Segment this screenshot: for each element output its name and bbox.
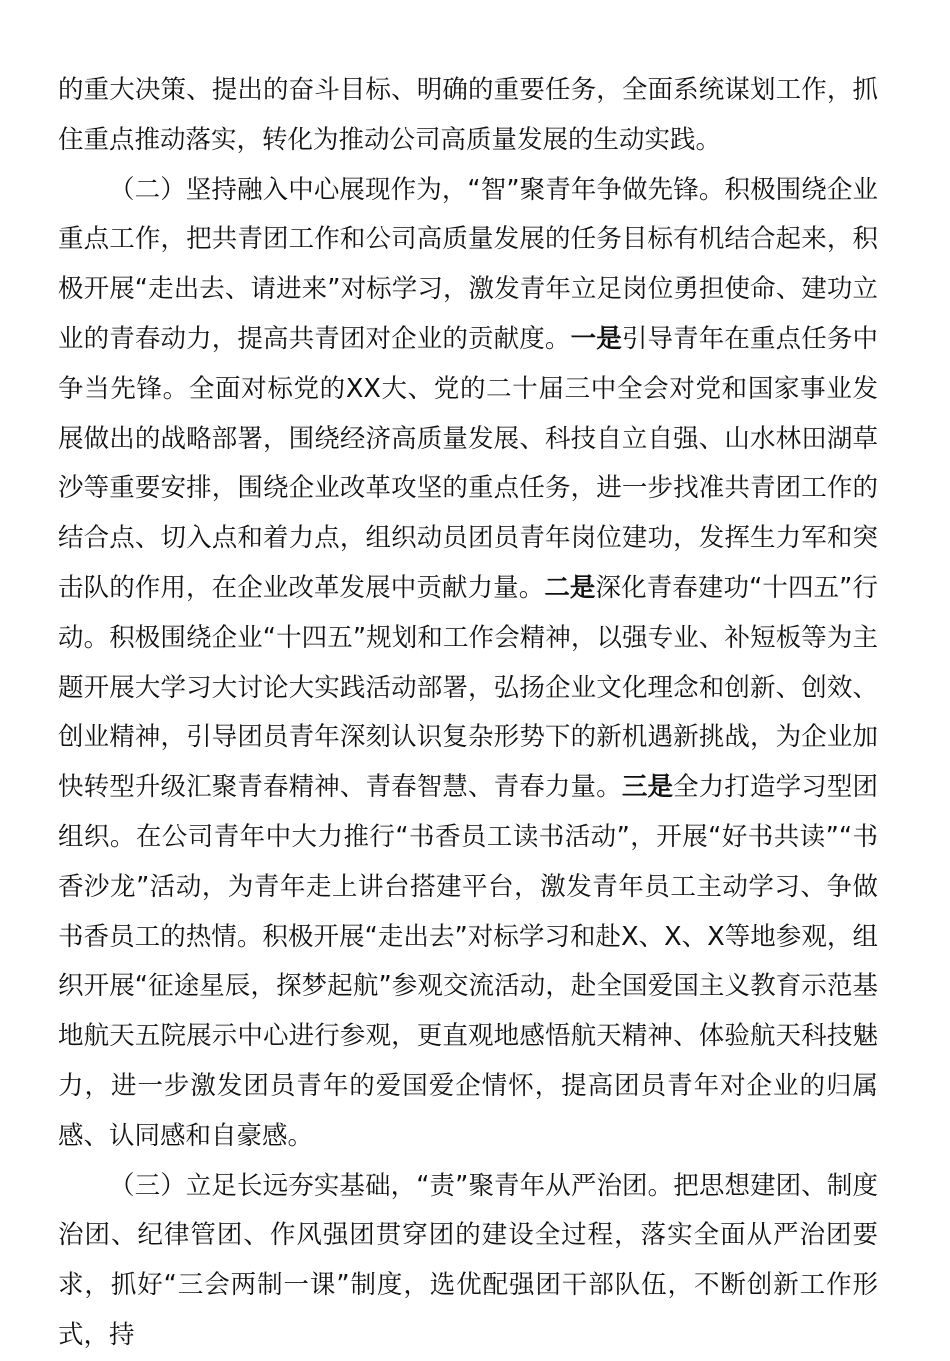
section-two-intro: 积极围绕企业重点工作，把共青团工作和公司高质量发展的任务目标有机结合起来，积极开展“走出去、请进来”对标学习，激发青年立足岗位勇担使命、建功立业的青春动力，提高共青团对企业的贡献度。 xyxy=(58,174,878,354)
paragraph-text: 的重大决策、提出的奋斗目标、明确的重要任务，全面系统谋划工作，抓住重点推动落实，转化为推动公司高质量发展的生动实践。 xyxy=(58,75,878,155)
section-two-heading: （二）坚持融入中心展现作为，“智”聚青年争做先锋。 xyxy=(109,174,725,205)
point-two-label: 二是 xyxy=(544,572,596,603)
point-three-label: 三是 xyxy=(621,772,674,803)
paragraph-section-three xyxy=(58,1162,878,1361)
section-three-heading: （三）立足长远夯实基础，“责”聚青年从严治团。 xyxy=(109,1170,674,1201)
point-one-label: 一是 xyxy=(570,323,622,354)
paragraph-continuation xyxy=(58,66,878,166)
paragraph-section-two xyxy=(58,166,878,1162)
point-one-text: 引导青年在重点任务中争当先锋。全面对标党的XX大、党的二十届三中全会对党和国家事业发展做出的战略部署，围绕经济高质量发展、科技自立自强、山水林田湖草沙等重要安排，围绕企业改革攻坚的重点任务，进一步找准共青团工作的结合点、切入点和着力点，组织动员团员青年岗位建功，发挥生力军和突击队的作用，在企业改革发展中贡献力量。 xyxy=(58,323,878,603)
point-three-text: 全力打造学习型团组织。在公司青年中大力推行“书香员工读书活动”，开展“好书共读”“书香沙龙”活动，为青年走上讲台搭建平台，激发青年员工主动学习、争做书香员工的热情。积极开展“走出去”对标学习和赴X、X、X等地参观，组织开展“征途星辰，探梦起航”参观交流活动，赴全国爱国主义教育示范基地航天五院展示中心进行参观，更直观地感悟航天精神、体验航天科技魅力，进一步激发团员青年的爱国爱企情怀，提高团员青年对企业的归属感、认同感和自豪感。 xyxy=(58,772,878,1151)
point-two-text: 深化青春建功“十四五”行动。积极围绕企业“十四五”规划和工作会精神，以强专业、补短板等为主题开展大学习大讨论大实践活动部署，弘扬企业文化理念和创新、创效、创业精神，引导团员青年深刻认识复杂形势下的新机遇新挑战，为企业加快转型升级汇聚青春精神、青春智慧、青春力量。 xyxy=(58,572,878,803)
section-three-text: 把思想建团、制度治团、纪律管团、作风强团贯穿团的建设全过程，落实全面从严治团要求，抓好“三会两制一课”制度，选优配强团干部队伍，不断创新工作形式，持 xyxy=(58,1170,878,1350)
